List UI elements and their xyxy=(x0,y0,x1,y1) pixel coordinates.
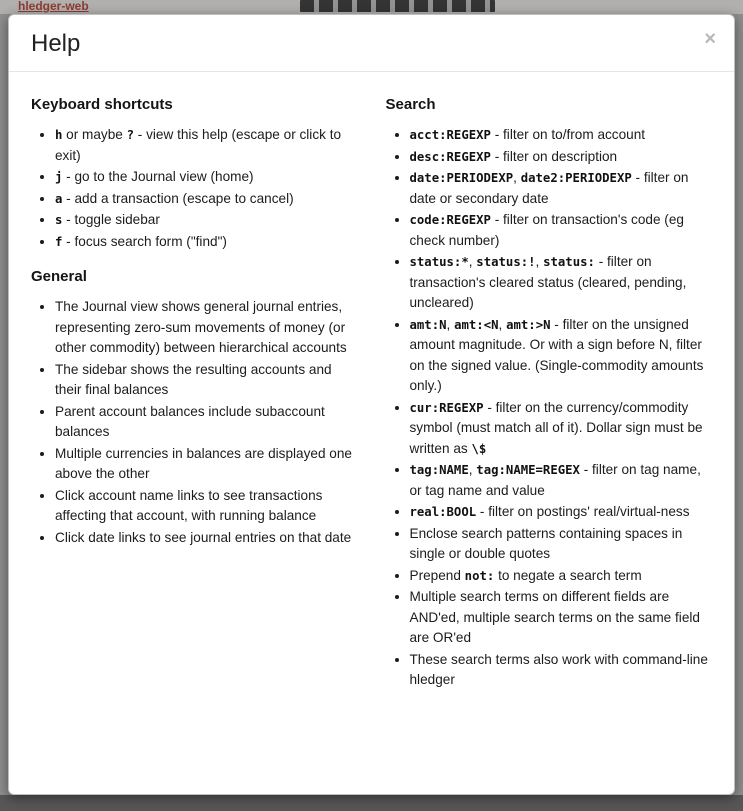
help-list-item: • h or maybe ? - view this help (escape or click to exit) xyxy=(55,125,360,166)
help-list-item: • Enclose search patterns containing spaces in single or double quotes xyxy=(410,524,715,565)
code-span: amt:>N xyxy=(506,317,551,332)
code-span: date:PERIODEXP xyxy=(409,171,514,185)
help-list-item: • Click account name links to see transactions affecting that account, with running balance xyxy=(55,486,360,527)
code-span: status: xyxy=(543,255,595,269)
left-column xyxy=(31,80,360,697)
help-list-item: • The Journal view shows general journal entries, representing zero-sum movements of money (or other commodity) between hierarchical accounts xyxy=(55,297,360,359)
code-span: a xyxy=(55,191,63,206)
code-span: real:BOOL xyxy=(409,505,477,519)
code-span: cur:REGEXP xyxy=(409,400,484,415)
help-list-item: • date:PERIODEXP, date2:PERIODEXP - filter on date or secondary date xyxy=(410,168,715,209)
help-list-item: • Multiple search terms on different fields are AND'ed, multiple search terms on the same field are OR'ed xyxy=(410,587,715,649)
section-heading: Search xyxy=(385,96,436,113)
code-span: desc:REGEXP xyxy=(409,149,491,164)
help-list-item: • desc:REGEXP - filter on description xyxy=(410,147,715,168)
help-list xyxy=(31,125,360,252)
help-list-item: • The sidebar shows the resulting accounts and their final balances xyxy=(55,360,360,401)
modal-title: Help xyxy=(31,30,81,57)
dimmed-page-top xyxy=(0,0,743,14)
close-icon[interactable]: × xyxy=(700,27,720,51)
code-span: status:* xyxy=(409,255,469,269)
code-span: acct:REGEXP xyxy=(409,128,491,142)
help-list-item: • f - focus search form ("find") xyxy=(55,232,360,253)
help-list-item: • Parent account balances include subaccount balances xyxy=(55,402,360,443)
help-list-item: • real:BOOL - filter on postings' real/virtual-ness xyxy=(410,502,715,523)
help-list xyxy=(31,297,360,548)
dimmed-page-bottom xyxy=(0,795,743,811)
modal-header xyxy=(9,15,734,72)
code-span: code:REGEXP xyxy=(409,213,491,227)
code-span: date2:PERIODEXP xyxy=(520,171,632,185)
help-list-item: • These search terms also work with command-line hledger xyxy=(410,650,715,691)
code-span: f xyxy=(55,234,63,249)
code-span: s xyxy=(55,213,63,227)
modal-body xyxy=(9,72,734,707)
help-list-item: • code:REGEXP - filter on transaction's code (eg check number) xyxy=(410,210,715,251)
help-list-item: • acct:REGEXP - filter on to/from account xyxy=(410,125,715,146)
code-span: amt:<N xyxy=(454,317,499,332)
code-span: status:! xyxy=(476,255,536,269)
code-span: j xyxy=(55,170,63,184)
help-list-item: • tag:NAME, tag:NAME=REGEX - filter on tag name, or tag name and value xyxy=(410,460,715,501)
right-column xyxy=(386,80,715,697)
help-modal xyxy=(8,14,735,795)
page-heading-clipped xyxy=(300,0,495,12)
code-span: ? xyxy=(126,128,135,142)
help-list-item: • j - go to the Journal view (home) xyxy=(55,167,360,188)
code-span: amt:N xyxy=(409,317,447,332)
help-list-item: • status:*, status:!, status: - filter on transaction's cleared status (cleared, pending, uncleared) xyxy=(410,252,715,314)
section-heading: General xyxy=(31,268,87,285)
code-span: tag:NAME xyxy=(409,463,469,477)
help-list-item: • Click date links to see journal entries on that date xyxy=(55,528,360,549)
code-span: \$ xyxy=(471,441,487,456)
section-heading: Keyboard shortcuts xyxy=(31,96,173,113)
help-list xyxy=(386,125,715,691)
help-list-item: • cur:REGEXP - filter on the currency/commodity symbol (must match all of it). Dollar sign must be written as \$ xyxy=(410,398,715,460)
help-list-item: • amt:N, amt:<N, amt:>N - filter on the unsigned amount magnitude. Or with a sign before N, filter on the signed value. (Single-commodity amounts only.) xyxy=(410,315,715,397)
brand-link[interactable]: hledger-web xyxy=(18,0,89,13)
code-span: h xyxy=(55,128,63,142)
help-list-item: • s - toggle sidebar xyxy=(55,210,360,231)
help-list-item: • Multiple currencies in balances are displayed one above the other xyxy=(55,444,360,485)
help-list-item: • Prepend not: to negate a search term xyxy=(410,566,715,587)
code-span: tag:NAME=REGEX xyxy=(476,463,580,477)
help-list-item: • a - add a transaction (escape to cancel) xyxy=(55,189,360,210)
code-span: not: xyxy=(464,568,495,583)
